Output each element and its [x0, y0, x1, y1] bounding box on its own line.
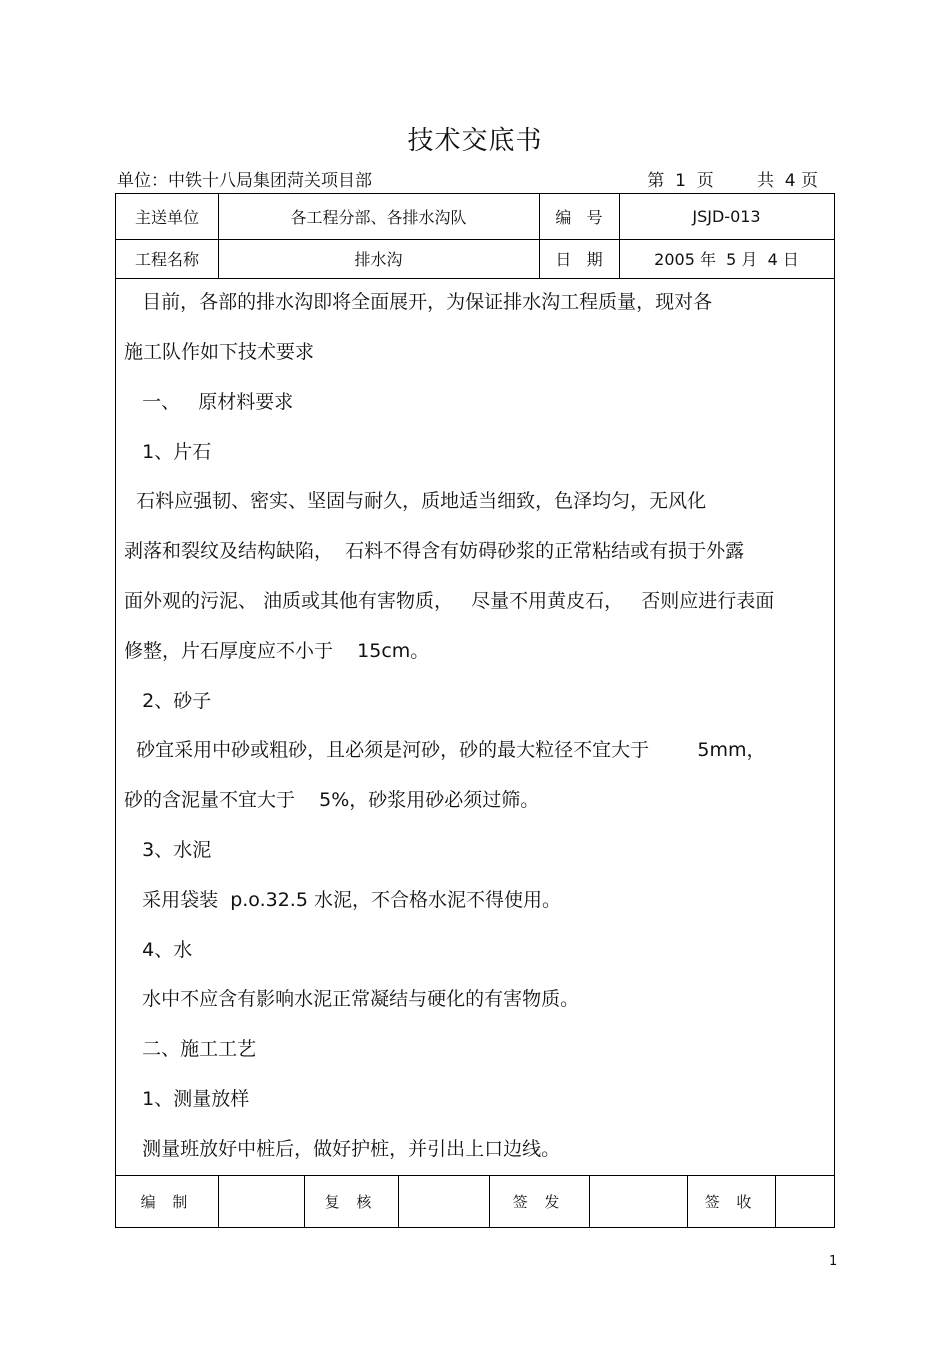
body-line: 砂的含泥量不宜大于 5%，砂浆用砂必须过筛。: [124, 789, 540, 811]
body-line: 砂宜采用中砂或粗砂，且必须是河砂，砂的最大粒径不宜大于 5mm，: [124, 739, 766, 761]
body-line: 一、 原材料要求: [124, 391, 294, 413]
receive-value-field[interactable]: [775, 1175, 834, 1227]
row-divider-2: [116, 278, 834, 279]
body-line: 剥落和裂纹及结构缺陷， 石料不得含有妨碍砂浆的正常粘结或有损于外露: [124, 540, 745, 562]
issue-value-field[interactable]: [589, 1175, 687, 1227]
compile-label: 编 制: [140, 1192, 194, 1211]
code-label: 编 号: [555, 208, 603, 227]
body-line: 4、水: [124, 939, 193, 961]
date-value: 2005 年 5 月 4 日: [654, 250, 799, 269]
body-line: 测量班放好中桩后，做好护桩，并引出上口边线。: [124, 1138, 561, 1160]
issue-label: 签 发: [512, 1192, 566, 1211]
body-line: 1、测量放样: [124, 1088, 250, 1110]
sender-label: 主送单位: [134, 208, 199, 227]
body-line: 修整，片石厚度应不小于 15cm。: [124, 640, 430, 662]
body-line: 3、水泥: [124, 839, 212, 861]
page-info: 第 1 页 共 4 页: [647, 171, 818, 191]
unit-line: 单位：中铁十八局集团菏关项目部: [117, 171, 372, 191]
project-label: 工程名称: [134, 250, 199, 269]
body-line: 二、施工工艺: [124, 1038, 257, 1060]
project-value: 排水沟: [354, 250, 403, 269]
body-line: 石料应强韧、密实、坚固与耐久，质地适当细致，色泽均匀，无风化: [124, 490, 707, 512]
review-label: 复 核: [324, 1192, 378, 1211]
sender-value: 各工程分部、各排水沟队: [290, 208, 467, 227]
body-line: 水中不应含有影响水泥正常凝结与硬化的有害物质。: [124, 988, 580, 1010]
review-value-field[interactable]: [398, 1175, 489, 1227]
body-line: 2、砂子: [124, 690, 212, 712]
body-line: 目前，各部的排水沟即将全面展开，为保证排水沟工程质量，现对各: [124, 291, 713, 313]
code-value: JSJD-013: [692, 207, 761, 226]
body-line: 1、片石: [124, 441, 212, 463]
page-number: 1: [829, 1254, 838, 1269]
document-title: 技术交底书: [407, 126, 543, 156]
body-line: 面外观的污泥、 油质或其他有害物质， 尽量不用黄皮石， 否则应进行表面: [124, 590, 775, 612]
receive-label: 签 收: [704, 1192, 758, 1211]
body-line: 施工队作如下技术要求: [124, 341, 315, 363]
compile-value-field[interactable]: [218, 1175, 304, 1227]
date-label: 日 期: [555, 250, 603, 269]
body-line: 采用袋装 p.o.32.5 水泥，不合格水泥不得使用。: [124, 889, 561, 911]
document-table: [115, 193, 835, 1228]
